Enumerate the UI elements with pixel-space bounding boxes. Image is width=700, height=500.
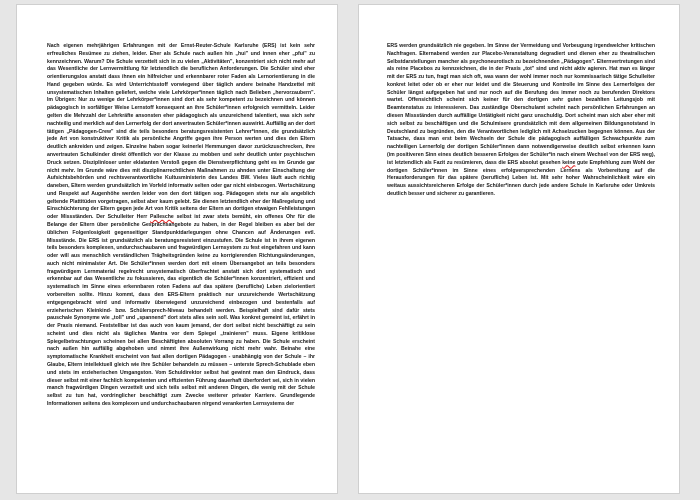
page-1-paragraph bbox=[47, 43, 315, 409]
misspelled-word[interactable]: Pallesche bbox=[150, 214, 174, 221]
page-2-text-part-1: ERS werden grundsätzlich nie gegeben. Im Sinne der Vermeidung und Vorbeugung irgendwelcher kritischen Nachfragen. Elternabend werden zur Placebo-Veranstaltung degradiert und dienen eher zu theatralischen Selbstdarstellungen mancher als psychoneurotisch zu bezeichnenden „Pädagogen". Elternvertretungen sind als reine Placebos zu kennzeichnen, die in der Praxis „tot" sind und nicht aktiv agieren. Hat man es länger mit der ERS zu tun, fragt man sich oft, was wann der wohl immer noch nur kommissarisch tätige Schulleiter konkret leitet oder ob er eher nur leidet und die Steuerung und Kontrolle im Sinne des Lernerfolges der Schüler längst aufgegeben hat und nur noch auf die Berufung des immer noch zu berufenden Direktors wartet. Offensichtlich scheint sich keiner für den dortigen sehr guten bezahlten Leitungsjob mit Beamtenstatus zu interessieren. Das zuständige Oberschulamt scheint nach persönlichen Erfahrungen an diesen Missständen durch auffällige Untätigkeit nicht ganz unschuldig. Dort scheint man sich aber eher mit sich selbst zu beschäftigen und die Schulmisere grundsätzlich mit dem allgemeinen Bildungsnotstand in Deutschland zu begründen, den die Verantwortlichen lediglich mit Achselzucken begegnen können. Aus der Tatsache, dass man erst beim Wechseln der Schule die pädagogisch auffälligen Schwachpunkte zum nachteiligen Lernerfolg der dortigen Schüler*innen dann notwendigerweise deutlich selbst erkennen kann (im positiveren Sinn eines deutlich besseren Erfolges der Schüler*in nach einem Wechsel von der ERS weg), ist letztendlich als Fazit zu resümieren, dass die ERS absolut gesehen bbox=[387, 43, 655, 166]
page-1-text-part-1: Nach eigenen mehrjährigen Erfahrungen mit der Ernst-Reuter-Schule Karlsruhe (ERS) ist kein sehr erfreuliches Resümee zu ziehen, leider. Eher als Schule nach außen hin „hui" und innen eher „pfui" zu kennzeichnen. Warum? Die Schule verzettelt sich in zu vielen „Aktivitäten", konzentriert sich nicht mehr auf das Wesentliche der Lernvermittlung für letztendlich die beruflichen Anforderungen. Die Schüler sind eher orientierungslos anstatt dass ihnen ein hilfreicher und erkennbarer roter Faden als Lernorientierung in die Hand gegeben würde. Es wird Unterrichtsstoff vorwiegend über täglich andere beinahe Handzettel mit unsystematischen Inhalten geliefert, welche viele Lehrkörper*innen täglich nach Belieben „hervorzaubern". Im Übrigen: Nur zu wenige der Lehrkörper*innen sind dort als sehr kompetent zu bezeichnen und können pädagogisch in sorfältiger Weise Lernstoff konsequent an ihre Schüler*innen erfolgreich vermitteln. Leider gelten die Mehrzahl der Lehrkräfte ansonsten eher pädagogisch als unzureichend talentiert, was sich sehr nachteilig und merklich auf den Lernerfolg der dort anvertrauten Schüler*innen auswirkt. Auffällig an der dort tätigen „Pädagogen-Crew" sind die teils besonders beratungsresistenten Lehrer*innen, die grundsätzlich jede Art von konstruktiver Kritik als persönliche Angriffe gegen ihre Person werten und dies den Eltern deutlich ankreiden und zeigen. Einzelne haben sogar keinerlei Hemmungen davor zurückzuschrecken, ihre anvertrauten Schulkinder direkt öffentlich vor der Klasse zu mobben und sehr deutlich unter psychischen Druck setzen. Disziplinloser unter eklatanten Verstoß gegen die Dienstverpflichtung geht es im Grunde gar nicht mehr. Im Grunde wäre dies mit disziplinarrechtlichen Maßnahmen zu ahnden unter Einschaltung der Aufsichtsbehörden und rechtsverantwortliche Kultusministerin des Landes BW. Vieles läuft auch richtig daneben, Eltern werden grundsätzlich im Vorfeld informativ selten oder gar nicht einbezogen. Wertschätzung und Respekt auf Augenhöhe werden leider von den dort tätigen sog. Pädagogen stets nur als angeblich geltende Plattitüden vorgetragen, selbst aber kaum gelebt. Sie dienen letztendlich eher der Maßregelung und Einschüchterung der Eltern gegen jede Art von Kritik seitens der Eltern an dortigen etwaigen Fehlleistungen oder Missständen. Der Schulleiter Herr bbox=[47, 43, 315, 221]
page-2-text-part-2: gute Empfehlung zum Wohl der dortigen Schüler*innen im Sinne eines erfolgversprechenden Lernens als Vorbereitung auf die Herausforderungen für das spätere (berufliche) Leben ist. Mit sehr hoher Wahrscheinlichkeit wäre ein weitaus aussichtsreicheren Erfolge der Schüler*innen durch jede andere Schule in Karlsruhe oder Umkreis deutlich besser und sicherer zu garantieren. bbox=[387, 159, 655, 197]
document-page-2 bbox=[358, 4, 680, 494]
page-1-text-part-2: selbst ist zwar stets bemüht, ein offenes Ohr für die Belange der Eltern über persönliche Gesprächsangebote zu haben, in der Regel bleiben es aber bei der üblichen Folgenlosigkeit gegenseitiger Standpunktdarlegungen ohne Chancen auf Änderungen evtl. Missstände. Die ERS ist grundsätzlich als beratungsresistent einzustufen. Die Schule ist in ihrem eigenen teils besonders komplexen, undurchschaubaren und fragwürdigen Lernsystem zu fest eingefahren und kann oder will aus menschlich verständlichen Trägheitsgründen keine zu korrigierenden Richtungsänderungen, auch nicht minimalster Art. Die Schüler*innen werden dort mit einem Übersangebot an teils besonders fragwürdigem Lernmaterial regelrecht unsystematisch überfrachtet anstatt sich dort systematisch und erkennbar auf das Wesentliche zu fokussieren, das eigentlich die Schüler*innen konzentriert, effizient und systematisch im Sinne eines erkennbaren roten Fadens auf das spätere (berufliche) Leben zielorientiert vorbereiten sollte. Hinzu kommt, dass den ERS-Eltern praktisch nur unzureichende Wertschätzung entgegengebracht wird und informativ überwiegend unzureichend einbezogen und bestenfalls auf erzieherischen Kleinkind- bzw. Schülersprech-Niveau behandelt werden. Beispielhaft sind dafür stets pauschale Synonyme wie „toll" und „spannend" dort stets alles sein soll. Was konkret gemeint ist, erfährt in der Praxis niemand. Feststellbar ist das auch von kaum jemand, der dort selbst nicht beschäftigt zu sein scheint und dies nicht als tägliches Mantra vor dem Spiegel „trainieren" muss. Eigene kritiklose Spiegelbetrachtungen scheinen bei allen Beschäftigten absoluten Vorrang zu haben. Die Schule erscheint nach außen hin auffällig abgehoben und nimmt ihre Außenwirkung nicht mehr wahr. Beinahe eine symptomatische Krankheit erscheint von fast allen dortigen Pädagogen - unabhängig von der Schule – ihr Glaube, Eltern intellektuell gleich wie ihre Schüler behandeln zu müssen – unterste Sprech-Schublade eben und stets im erzieherischen Umgangston. Vom Schuldirektor selbst hat gewinnt man den Eindruck, dass dieser selbst mit einer fachlich kompetenten und effizienten Führung dauerhaft überfordert sei, sich in vielen manch fragwürdigen Dingen verzettelt und sich teils selbst mit anderen Dingen, die wenig mit der Schule selbst zu tun hat, vordringlicher beschäftigt zum Zwecke weiterer privater Karriere. Grundlegende Informationen seitens des komplexen und undurchschaubaren nirgend verankerten Lernsystems der bbox=[47, 214, 315, 407]
document-page-1 bbox=[16, 4, 338, 494]
page-2-paragraph bbox=[387, 43, 655, 199]
page-1-body bbox=[47, 43, 315, 481]
flagged-word[interactable]: keine bbox=[562, 159, 576, 166]
page-2-body bbox=[387, 43, 655, 481]
